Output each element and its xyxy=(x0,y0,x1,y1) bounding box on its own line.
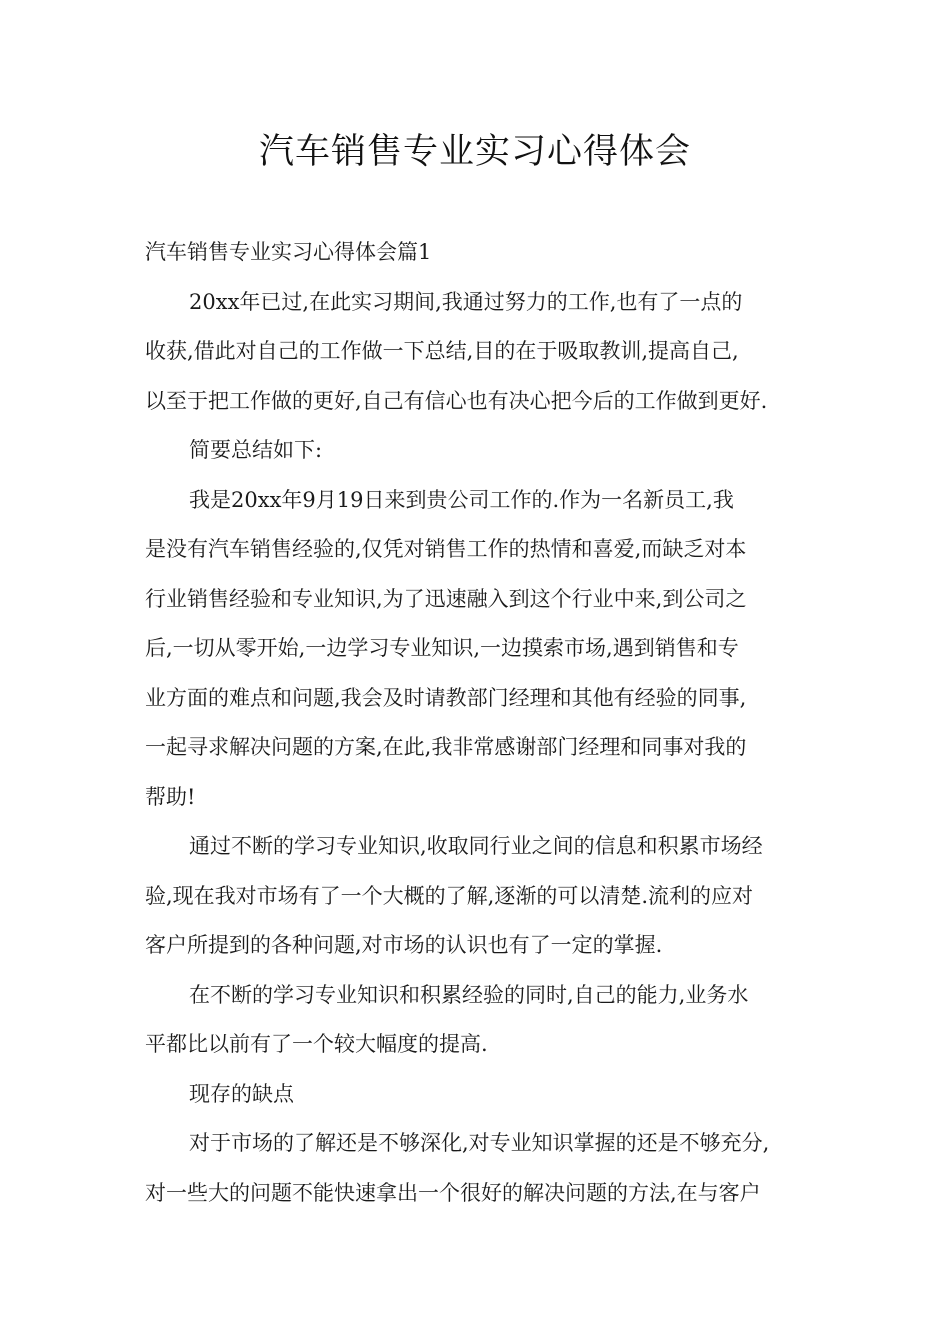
paragraph-learning xyxy=(145,822,813,971)
paragraph-summary-intro xyxy=(145,426,813,476)
text-line: 20xx年已过,在此实习期间,我通过努力的工作,也有了一点的 xyxy=(189,289,743,314)
text-line: 简要总结如下: xyxy=(189,438,323,462)
page-title: 汽车销售专业实习心得体会 xyxy=(258,132,691,172)
paragraph-background xyxy=(145,476,813,823)
text-line: 业方面的难点和问题,我会及时请教部门经理和其他有经验的同事, xyxy=(145,685,747,710)
text-line: 客户所提到的各种问题,对市场的认识也有了一定的掌握. xyxy=(145,933,663,957)
text-line: 收获,借此对自己的工作做一下总结,目的在于吸取教训,提高自己, xyxy=(145,339,739,363)
text-line: 现存的缺点 xyxy=(189,1081,294,1106)
text-line: 一起寻求解决问题的方案,在此,我非常感谢部门经理和同事对我的 xyxy=(145,735,747,759)
text-line: 以至于把工作做的更好,自己有信心也有决心把今后的工作做到更好. xyxy=(145,388,768,413)
text-line: 帮助! xyxy=(145,784,196,809)
paragraph-intro xyxy=(145,278,813,427)
text-line: 是没有汽车销售经验的,仅凭对销售工作的热情和喜爱,而缺乏对本 xyxy=(145,537,747,561)
text-line: 通过不断的学习专业知识,收取同行业之间的信息和积累市场经 xyxy=(189,834,763,858)
text-line: 在不断的学习专业知识和积累经验的同时,自己的能力,业务水 xyxy=(189,982,749,1007)
text-line: 行业销售经验和专业知识,为了迅速融入到这个行业中来,到公司之 xyxy=(145,586,747,611)
shortcomings-heading xyxy=(145,1070,813,1120)
document-body xyxy=(145,228,813,1218)
section-heading: 汽车销售专业实习心得体会篇1 xyxy=(145,240,432,264)
text-line: 对于市场的了解还是不够深化,对专业知识掌握的还是不够充分, xyxy=(189,1131,770,1155)
text-line: 对一些大的问题不能快速拿出一个很好的解决问题的方法,在与客户 xyxy=(145,1180,761,1205)
paragraph-improvement xyxy=(145,971,813,1070)
paragraph-shortcomings xyxy=(145,1119,813,1218)
text-line: 平都比以前有了一个较大幅度的提高. xyxy=(145,1032,488,1056)
text-line: 后,一切从零开始,一边学习专业知识,一边摸索市场,遇到销售和专 xyxy=(145,636,739,660)
text-line: 我是20xx年9月19日来到贵公司工作的.作为一名新员工,我 xyxy=(189,487,734,512)
text-line: 验,现在我对市场有了一个大概的了解,逐渐的可以清楚.流利的应对 xyxy=(145,883,754,908)
